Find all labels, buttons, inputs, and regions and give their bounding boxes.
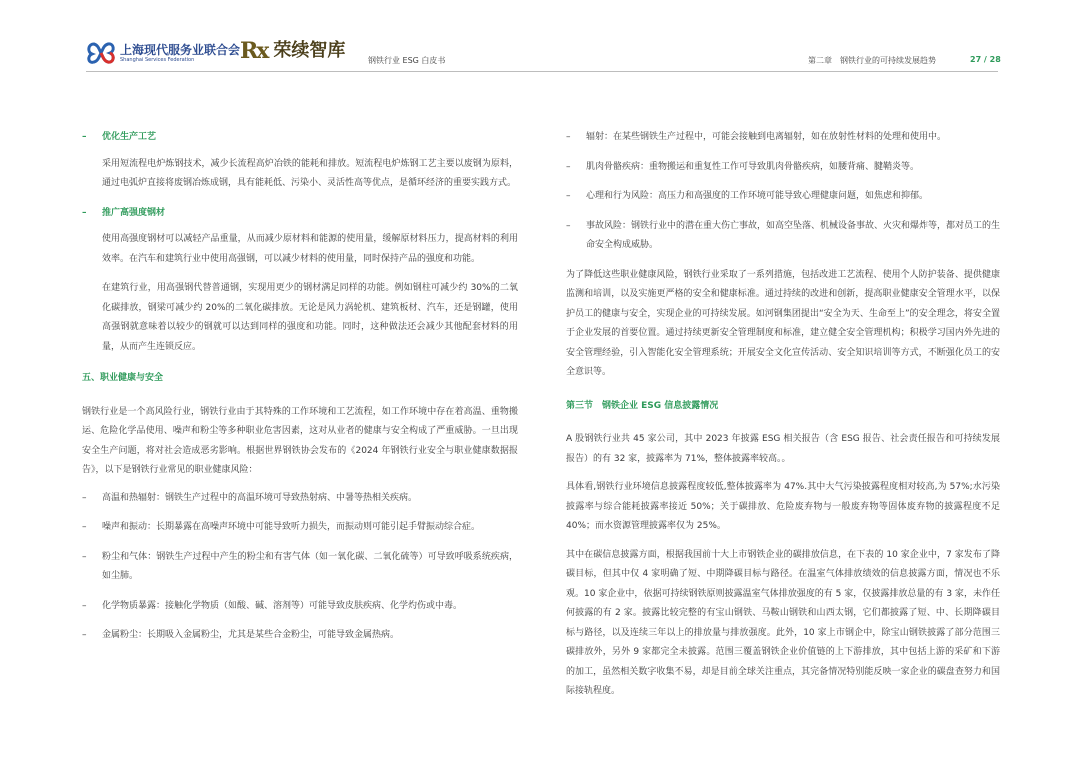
federation-logo-icon [86, 40, 116, 66]
dash-bullet: – [82, 630, 87, 640]
header-divider [86, 71, 998, 72]
dash-bullet: – [566, 132, 571, 142]
list-item [566, 217, 1000, 256]
shanghai-services-federation-logo [86, 40, 240, 66]
list-item-text: 高温和热辐射：钢铁生产过程中的高温环境可导致热射病、中暑等热相关疾病。 [102, 492, 418, 503]
dash-bullet: – [82, 132, 87, 142]
list-item-text: 金属粉尘：长期吸入金属粉尘，尤其是某些合金粉尘，可能导致金属热病。 [102, 630, 400, 640]
paragraph: 钢铁行业是一个高风险行业，钢铁行业由于其特殊的工作环境和工艺流程，如工作环境中存在着高温、重物搬运、危险化学品使用、噪声和粉尘等多种职业危害因素，这对从业者的健康与安全构成了严重威胁。一旦出现安全生产问题，将对社会造成恶劣影响。根据世界钢铁协会发布的《2024 年钢铁行业安全与职业健康数据报告》，以下是钢铁行业常见的职业健康风险： [82, 406, 518, 475]
subheading-process [82, 128, 518, 148]
paragraph: 为了降低这些职业健康风险，钢铁行业采取了一系列措施，包括改进工艺流程、使用个人防护装备、提供健康监测和培训，以及实施更严格的安全和健康标准。通过持续的改进和创新，提高职业健康安全管理水平，以保护员工的健康与安全，实现企业的可持续发展。如河钢集团提出“安全为天、生命至上”的安全理念，将安全置于企业发展的首要位置。通过持续更新安全管理制度和标准，建立健全安全管理机构；积极学习国内外先进的安全管理经验，引入智能化安全管理系统；开展安全文化宣传活动、安全知识培训等方式，不断强化员工的安全意识等。 [566, 269, 1000, 377]
paragraph: 使用高强度钢材可以减轻产品重量，从而减少原材料和能源的使用量，缓解原材料压力，提高材料的利用效率。在汽车和建筑行业中使用高强钢，可以减少材料的使用量，同时保持产品的强度和功能。 [102, 234, 518, 264]
paragraph: A 股钢铁行业共 45 家公司，其中 2023 年披露 ESG 相关报告（含 ESG 报告、社会责任报告和可持续发展报告）的有 32 家，披露率为 71%，整体披露率较高。。 [566, 434, 1000, 464]
left-column [82, 128, 518, 646]
federation-name-cn: 上海现代服务业联合会 [120, 42, 241, 57]
section-heading-health-safety: 五、职业健康与安全 [82, 373, 164, 383]
paragraph: 采用短流程电炉炼钢技术，减少长流程高炉冶铁的能耗和排放。短流程电炉炼钢工艺主要以废钢为原料，通过电弧炉直接将废钢冶炼成钢，具有能耗低、污染小、灵活性高等优点，是循环经济的重要实践方式。 [102, 158, 518, 188]
dash-bullet: – [82, 207, 87, 218]
list-item-text: 粉尘和气体：钢铁生产过程中产生的粉尘和有害气体（如一氧化碳、二氧化硫等）可导致呼吸系统疾病，如尘肺。 [102, 551, 518, 581]
dash-bullet: – [82, 492, 87, 503]
paragraph: 其中在碳信息披露方面，根据我国前十大上市钢铁企业的碳排放信息，在下表的 10 家企业中，7 家发布了降碳目标，但其中仅 4 家明确了短、中期降碳目标与路径。在温室气体排放绩效的信息披露方面，情况也不乐观。10 家企业中，依据可持续钢铁原则披露温室气体排放强度的有 5 家，仅披露排放总量的有 3 家，未作任何披露的有 2 家。披露比较完整的有宝山钢铁、马鞍山钢铁和山西太钢，它们都披露了短、中、长期降碳目标与路径，以及连续三年以上的排放量与排放强度。此外，10 家上市钢企中，除宝山钢铁披露了部分范围三碳排放外，另外 9 家都完全未披露。范围三覆盖钢铁企业价值链的上下游排放，其中包括上游的采矿和下游的加工，虽然相关数字收集不易，却是目前全球关注重点，其完备情况特别能反映一家企业的碳盘查努力和国际接轨程度。 [566, 549, 1000, 696]
dash-bullet: – [566, 161, 571, 172]
chapter-title: 第二章 钢铁行业的可持续发展趋势 [808, 56, 936, 65]
list-item-text: 肌肉骨骼疾病：重物搬运和重复性工作可导致肌肉骨骼疾病，如腰背痛、腱鞘炎等。 [586, 161, 920, 172]
dash-bullet: – [566, 191, 571, 201]
list-item-text: 辐射：在某些钢铁生产过程中，可能会接触到电离辐射，如在放射性材料的处理和使用中。 [586, 132, 947, 142]
dash-bullet: – [82, 600, 87, 611]
subheading-steel-text: 推广高强度钢材 [102, 207, 166, 218]
right-column [566, 128, 1000, 702]
subheading-process-text: 优化生产工艺 [102, 132, 157, 142]
list-item [566, 187, 1000, 207]
rongxu-think-tank-logo [240, 38, 345, 64]
section-heading-esg-disclosure: 第三节 钢铁企业 ESG 信息披露情况 [566, 400, 719, 411]
list-item [82, 597, 518, 617]
list-item [566, 128, 1000, 148]
list-item-text: 心理和行为风险：高压力和高强度的工作环境可能导致心理健康问题，如焦虑和抑郁。 [586, 191, 929, 201]
page-number: 27 / 28 [970, 55, 1001, 64]
list-item-text: 化学物质暴露：接触化学物质（如酸、碱、溶剂等）可能导致皮肤疾病、化学灼伤或中毒。 [102, 600, 463, 611]
list-item [82, 548, 518, 587]
rx-logo-mark: Rx [240, 38, 268, 64]
paragraph: 在建筑行业，用高强钢代替普通钢，实现用更少的钢材满足同样的功能。例如钢柱可减少约 30%的二氧化碳排放，钢梁可减少约 20%的二氧化碳排放。无论是风力涡轮机、建筑板材、汽车，还是钢罐，使用高强钢就意味着以较少的钢就可以达到同样的强度和功能。同时，这种做法还会减少其他配套材料的用量，从而产生连锁反应。 [102, 283, 518, 352]
list-item [82, 626, 518, 646]
list-item [82, 518, 518, 538]
dash-bullet: – [82, 522, 87, 532]
federation-name-en: Shanghai Services Federation [120, 56, 195, 63]
document-title: 钢铁行业 ESG 白皮书 [368, 56, 446, 65]
page-header [0, 0, 1080, 80]
dash-bullet: – [566, 220, 571, 231]
list-item-text: 噪声和振动：长期暴露在高噪声环境中可能导致听力损失，而振动则可能引起手臂振动综合症。 [102, 522, 481, 532]
paragraph: 具体看,钢铁行业环境信息披露程度较低,整体披露率为 47%.其中大气污染披露程度相对较高,为 57%;水污染披露率与综合能耗披露率接近 50%；关于碳排放、危险废弃物与一般废弃物等固体废弃物的披露程度不足 40%；而水资源管理披露率仅为 25%。 [566, 482, 1000, 531]
dash-bullet: – [82, 551, 87, 562]
list-item-text: 事故风险：钢铁行业中的潜在重大伤亡事故，如高空坠落、机械设备事故、火灾和爆炸等，都对员工的生命安全构成威胁。 [586, 220, 1001, 250]
subheading-high-strength-steel [82, 204, 518, 224]
list-item [566, 158, 1000, 178]
rongxu-logo-text: 荣续智库 [273, 40, 346, 61]
list-item [82, 489, 518, 509]
